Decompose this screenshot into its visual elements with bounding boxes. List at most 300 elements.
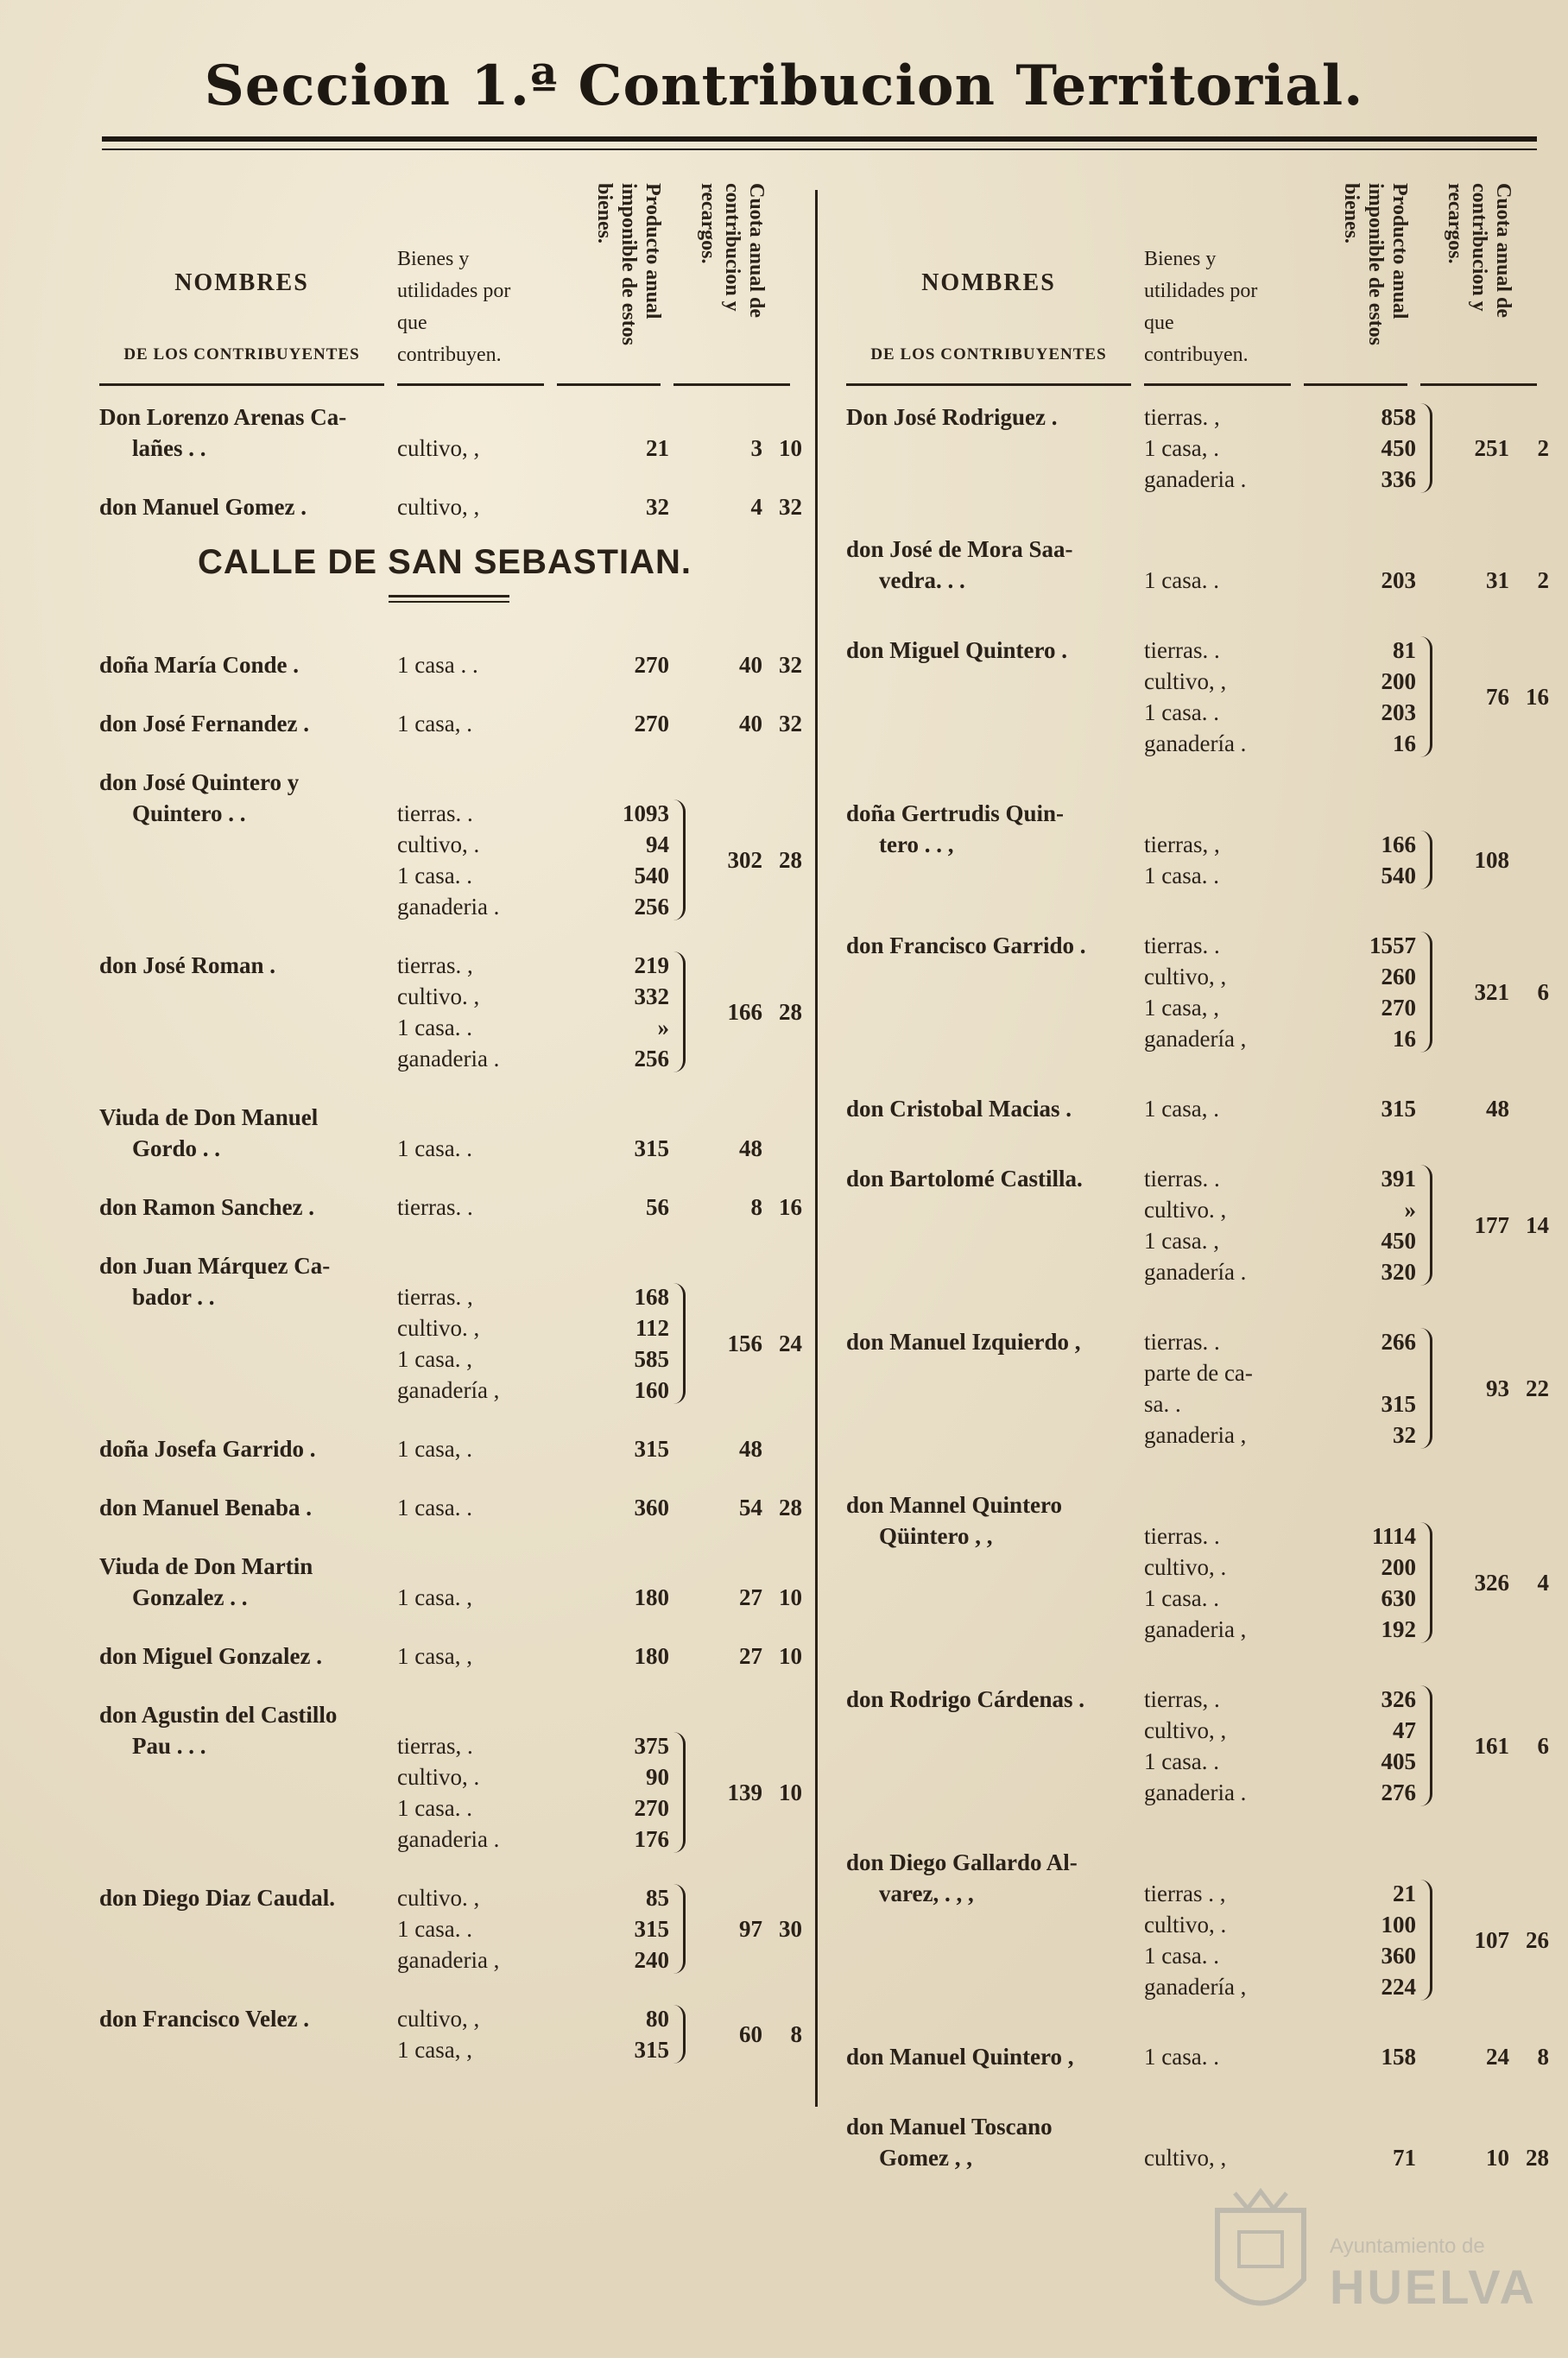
asset-product: 203 (1381, 699, 1416, 725)
asset-row (397, 798, 704, 829)
contributor-name (846, 1093, 1140, 1124)
asset-row (1144, 1614, 1451, 1645)
asset-product: 391 (1381, 1166, 1416, 1192)
asset-row (1144, 728, 1451, 759)
asset-row (1144, 1971, 1451, 2002)
asset-product: 315 (634, 1916, 669, 1942)
name-line: don Manuel Izquierdo , (846, 1329, 1081, 1355)
asset-product: 81 (1393, 637, 1416, 663)
asset-list (397, 2003, 704, 2065)
name-line: don José de Mora Saa- (846, 536, 1073, 562)
quota-reales: 48 (739, 1436, 762, 1462)
asset-type: cultivo, . (1144, 1912, 1227, 1938)
title-rule (102, 136, 1537, 142)
asset-row (1144, 1909, 1451, 1940)
header-underline (1420, 383, 1537, 386)
asset-type: 1 casa. , (397, 1584, 472, 1610)
title-rule-thin (102, 149, 1537, 150)
name-line: don Diego Diaz Caudal. (99, 1885, 336, 1911)
asset-row (397, 1882, 704, 1913)
asset-product: 203 (1381, 567, 1416, 593)
asset-row (397, 1043, 704, 1074)
asset-list (1144, 565, 1451, 596)
asset-row (1144, 1552, 1451, 1583)
asset-row (1144, 1093, 1451, 1124)
asset-product: 336 (1381, 466, 1416, 492)
asset-row (1144, 1583, 1451, 1614)
asset-row (1144, 930, 1451, 961)
quota-reales: 48 (739, 1135, 762, 1161)
asset-list (397, 1582, 704, 1613)
quota-maravedis: 10 (779, 435, 802, 461)
asset-type: 1 casa, . (397, 711, 472, 736)
asset-row (1144, 1023, 1451, 1054)
contributor-name (99, 1551, 393, 1613)
asset-product: 270 (1381, 995, 1416, 1021)
quota-maravedis: 32 (779, 652, 802, 678)
name-line: don Miguel Quintero . (846, 637, 1068, 663)
asset-row (1144, 1684, 1451, 1715)
contributor-name (846, 635, 1140, 666)
quota-maravedis: 24 (779, 1331, 802, 1356)
quota-reales: 156 (727, 1331, 762, 1356)
asset-list (1144, 2041, 1451, 2072)
asset-type: 1 casa . . (397, 652, 478, 678)
quota-reales: 326 (1474, 1570, 1509, 1596)
asset-product: 315 (1381, 1391, 1416, 1417)
asset-row (397, 891, 704, 922)
name-line: don Manuel Gomez . (99, 494, 307, 520)
quota-maravedis: 2 (1537, 567, 1549, 593)
asset-row (1144, 1225, 1451, 1256)
asset-row (397, 1281, 704, 1312)
contributor-name (99, 1882, 393, 1913)
asset-product: 21 (1393, 1881, 1416, 1906)
name-line: Qüintero , , (879, 1523, 993, 1549)
brace-mark (1418, 403, 1432, 493)
name-line: don José Quintero y (99, 769, 300, 795)
quota-maravedis: 4 (1537, 1570, 1549, 1596)
asset-product: 332 (634, 983, 669, 1009)
asset-row (397, 1012, 704, 1043)
asset-type: 1 casa, , (397, 1643, 472, 1669)
asset-type: cultivo, , (397, 435, 480, 461)
asset-row (1144, 464, 1451, 495)
asset-product: 166 (1381, 831, 1416, 857)
asset-type: 1 casa. . (1144, 863, 1219, 888)
quota-maravedis: 32 (779, 494, 802, 520)
quota-maravedis: 8 (1537, 2044, 1549, 2070)
asset-row (397, 1792, 704, 1824)
name-line: don Juan Márquez Ca- (99, 1253, 331, 1279)
quota-maravedis: 22 (1526, 1375, 1549, 1401)
asset-product: 94 (646, 831, 669, 857)
asset-product: 360 (634, 1495, 669, 1520)
quota-maravedis: 26 (1526, 1927, 1549, 1953)
brace-mark (1418, 636, 1432, 757)
asset-type: 1 casa. . (1144, 1585, 1219, 1611)
brace-mark (1418, 1522, 1432, 1643)
asset-type: cultivo, , (397, 2006, 480, 2032)
asset-product: 1093 (623, 800, 669, 826)
asset-row (1144, 1715, 1451, 1746)
asset-product: 315 (1381, 1096, 1416, 1122)
street-heading: CALLE DE SAN SEBASTIAN. (198, 543, 692, 581)
brace-mark (1418, 1165, 1432, 1286)
asset-product: 176 (634, 1826, 669, 1852)
asset-row (1144, 2142, 1451, 2173)
quota-reales: 166 (727, 999, 762, 1025)
asset-type: ganaderia . (1144, 466, 1247, 492)
asset-type: cultivo, , (1144, 668, 1227, 694)
asset-type: 1 casa, . (397, 1436, 472, 1462)
asset-list (1144, 1093, 1451, 1124)
brace-mark (671, 951, 686, 1072)
asset-product: 270 (634, 711, 669, 736)
asset-type: tierras. . (397, 800, 473, 826)
asset-type: cultivo. , (1144, 1197, 1227, 1223)
name-line: don José Fernandez . (99, 711, 309, 736)
asset-type: cultivo, , (1144, 1717, 1227, 1743)
asset-type: ganadería , (1144, 1974, 1247, 2000)
asset-product: 200 (1381, 668, 1416, 694)
asset-product: 100 (1381, 1912, 1416, 1938)
asset-list (397, 708, 704, 739)
asset-product: 56 (646, 1194, 669, 1220)
header-underline (673, 383, 790, 386)
quota-reales: 108 (1474, 847, 1509, 873)
asset-type: tierras. . (397, 1194, 473, 1220)
header-bienes: Bienes y utilidades por que contribuyen. (397, 248, 511, 366)
column-divider (815, 190, 818, 2107)
name-line: don Francisco Velez . (99, 2006, 309, 2032)
contributor-name (99, 2003, 393, 2034)
asset-type: cultivo. , (397, 983, 480, 1009)
asset-type: tierras. . (1144, 1523, 1220, 1549)
asset-list (1144, 1520, 1451, 1645)
name-line: Gordo . . (132, 1135, 221, 1161)
asset-row (397, 649, 704, 680)
quota-reales: 8 (750, 1194, 762, 1220)
asset-row (397, 860, 704, 891)
asset-row (397, 1730, 704, 1761)
name-line: don Miguel Gonzalez . (99, 1643, 322, 1669)
header-cuota: Cuota anual de contribucion y recargos. (1444, 183, 1514, 319)
asset-list (397, 1640, 704, 1672)
asset-row (397, 1343, 704, 1375)
contributor-name (99, 1433, 393, 1464)
asset-product: 158 (1381, 2044, 1416, 2070)
asset-row (397, 433, 704, 464)
quota-maravedis: 14 (1526, 1212, 1549, 1238)
asset-type: tierras, . (1144, 1686, 1220, 1712)
asset-product: 315 (634, 2037, 669, 2063)
asset-list (1144, 829, 1451, 891)
asset-type: 1 casa. . (397, 1916, 472, 1942)
asset-list (397, 1133, 704, 1164)
name-line: lañes . . (132, 435, 206, 461)
asset-type: cultivo, . (397, 831, 480, 857)
asset-row (1144, 961, 1451, 992)
asset-product: 256 (634, 1046, 669, 1072)
asset-row (397, 1492, 704, 1523)
header-nombres-sub: DE LOS CONTRIBUYENTES (870, 345, 1107, 363)
name-line: Don José Rodriguez . (846, 404, 1058, 430)
contributor-name (99, 1699, 393, 1761)
quota-maravedis: 28 (779, 1495, 802, 1520)
page-title: Seccion 1.ª Contribucion Territorial. (204, 54, 1364, 118)
asset-type: ganadería , (1144, 1026, 1247, 1052)
asset-type: cultivo. , (397, 1315, 480, 1341)
asset-type: tierras. , (1144, 404, 1220, 430)
asset-product: 16 (1393, 730, 1416, 756)
name-line: tero . . , (879, 831, 954, 857)
asset-list (1144, 1163, 1451, 1287)
asset-row (397, 981, 704, 1012)
asset-product: 540 (634, 863, 669, 888)
quota-reales: 40 (739, 652, 762, 678)
asset-row (397, 1433, 704, 1464)
asset-type: tierras. . (1144, 637, 1220, 663)
asset-product: 858 (1381, 404, 1416, 430)
contributor-name (846, 1847, 1140, 1909)
quota-reales: 10 (1486, 2145, 1509, 2171)
asset-product: 326 (1381, 1686, 1416, 1712)
name-line: varez, . , , (879, 1881, 974, 1906)
asset-type: 1 casa. . (397, 1015, 472, 1040)
quota-reales: 24 (1486, 2044, 1509, 2070)
asset-type: 1 casa, , (397, 2037, 472, 2063)
quota-reales: 177 (1474, 1212, 1509, 1238)
asset-row (1144, 2041, 1451, 2072)
header-underline (1144, 383, 1291, 386)
asset-type: cultivo. , (397, 1885, 480, 1911)
asset-list (397, 1730, 704, 1855)
asset-product: 260 (1381, 964, 1416, 989)
contributor-name (99, 1102, 393, 1164)
asset-row (1144, 1520, 1451, 1552)
asset-row (397, 491, 704, 522)
asset-type: ganaderia , (1144, 1422, 1247, 1448)
asset-type: ganaderia , (397, 1947, 500, 1973)
asset-type: cultivo, , (397, 494, 480, 520)
asset-type: tierras. . (1144, 1166, 1220, 1192)
brace-mark (1418, 932, 1432, 1053)
quota-reales: 302 (727, 847, 762, 873)
quota-maravedis: 6 (1537, 1733, 1549, 1759)
asset-type: cultivo, , (1144, 2145, 1227, 2171)
brace-mark (671, 1283, 686, 1404)
contributor-name (99, 491, 393, 522)
watermark-logo (1209, 2184, 1537, 2340)
asset-product: 71 (1393, 2145, 1416, 2171)
name-line: bador . . (132, 1284, 215, 1310)
asset-list (1144, 1684, 1451, 1808)
asset-type: parte de ca- (1144, 1360, 1253, 1386)
asset-product: 405 (1381, 1748, 1416, 1774)
asset-product: 320 (1381, 1259, 1416, 1285)
quota-reales: 321 (1474, 979, 1509, 1005)
asset-row (1144, 992, 1451, 1023)
contributor-name (99, 1250, 393, 1312)
asset-product: 168 (634, 1284, 669, 1310)
quota-maravedis: 32 (779, 711, 802, 736)
header-bienes: Bienes y utilidades por que contribuyen. (1144, 248, 1258, 366)
asset-type: tierras . , (1144, 1881, 1226, 1906)
name-line: Gomez , , (879, 2145, 972, 2171)
header-underline (557, 383, 661, 386)
asset-product: 90 (646, 1764, 669, 1790)
asset-type: 1 casa, . (1144, 435, 1219, 461)
contributor-name (99, 767, 393, 829)
quota-maravedis: 10 (779, 1584, 802, 1610)
brace-mark (671, 2005, 686, 2064)
name-line: Viuda de Don Martin (99, 1553, 313, 1579)
asset-row (1144, 1940, 1451, 1971)
quota-reales: 27 (739, 1584, 762, 1610)
asset-product: 585 (634, 1346, 669, 1372)
asset-type: ganaderia . (1144, 1780, 1247, 1805)
quota-reales: 27 (739, 1643, 762, 1669)
header-underline (846, 383, 1131, 386)
asset-list (1144, 635, 1451, 759)
asset-type: cultivo, , (1144, 964, 1227, 989)
contributor-name (846, 1489, 1140, 1552)
asset-type: ganadería , (397, 1377, 500, 1403)
contributor-name (99, 1192, 393, 1223)
asset-row (1144, 433, 1451, 464)
quota-maravedis: 16 (779, 1194, 802, 1220)
asset-row (397, 1582, 704, 1613)
asset-product: 200 (1381, 1554, 1416, 1580)
brace-mark (1418, 1880, 1432, 2001)
name-line: don Mannel Quintero (846, 1492, 1063, 1518)
contributor-name (846, 1163, 1140, 1194)
name-line: Gonzalez . . (132, 1584, 248, 1610)
asset-list (397, 1492, 704, 1523)
asset-row (397, 1312, 704, 1343)
watermark-line1: Ayuntamiento de (1330, 2235, 1485, 2258)
quota-reales: 107 (1474, 1927, 1509, 1953)
asset-type: ganadería . (1144, 1259, 1247, 1285)
asset-row (397, 708, 704, 739)
asset-type: 1 casa. . (1144, 567, 1219, 593)
asset-row (1144, 1388, 1451, 1419)
brace-mark (1418, 831, 1432, 889)
asset-product: 360 (1381, 1943, 1416, 1969)
asset-row (397, 1944, 704, 1976)
quota-maravedis: 28 (779, 847, 802, 873)
asset-type: ganaderia . (397, 1826, 500, 1852)
quota-reales: 139 (727, 1780, 762, 1805)
asset-type: 1 casa. . (1144, 1943, 1219, 1969)
asset-type: ganaderia . (397, 894, 500, 920)
name-line: don Manuel Benaba . (99, 1495, 313, 1520)
name-line: doña Gertrudis Quin- (846, 800, 1065, 826)
asset-product: 630 (1381, 1585, 1416, 1611)
header-underline (397, 383, 544, 386)
left-header (99, 173, 790, 389)
asset-type: 1 casa. . (397, 863, 472, 888)
asset-list (1144, 401, 1451, 495)
asset-row (1144, 1256, 1451, 1287)
asset-type: cultivo, . (397, 1764, 480, 1790)
name-line: don Manuel Quintero , (846, 2044, 1074, 2070)
asset-type: ganaderia , (1144, 1616, 1247, 1642)
header-nombres: NOMBRES (921, 269, 1056, 296)
asset-row (1144, 1163, 1451, 1194)
header-underline (1304, 383, 1407, 386)
asset-type: tierras, , (1144, 831, 1220, 857)
asset-row (397, 950, 704, 981)
asset-type: 1 casa. , (1144, 1228, 1219, 1254)
name-line: vedra. . . (879, 567, 965, 593)
asset-row (1144, 1777, 1451, 1808)
asset-product: 375 (634, 1733, 669, 1759)
asset-list (397, 798, 704, 922)
asset-row (1144, 1357, 1451, 1388)
asset-row (1144, 829, 1451, 860)
asset-product: » (1404, 1197, 1416, 1223)
asset-type: cultivo, . (1144, 1554, 1227, 1580)
quota-reales: 251 (1474, 435, 1509, 461)
header-producto: Producto anual imponible de estos bienes. (1340, 183, 1411, 346)
asset-row (397, 1824, 704, 1855)
contributor-name (846, 930, 1140, 961)
name-line: don Manuel Toscano (846, 2114, 1053, 2140)
asset-row (1144, 565, 1451, 596)
asset-product: 21 (646, 435, 669, 461)
name-line: Viuda de Don Manuel (99, 1104, 319, 1130)
asset-list (1144, 930, 1451, 1054)
asset-row (397, 1375, 704, 1406)
brace-mark (671, 1732, 686, 1853)
header-producto: Producto anual imponible de estos bienes. (593, 183, 664, 346)
asset-type: 1 casa. . (397, 1135, 472, 1161)
contributor-name (99, 708, 393, 739)
asset-row (1144, 1746, 1451, 1777)
contributor-name (846, 798, 1140, 860)
asset-row (397, 829, 704, 860)
asset-row (397, 1133, 704, 1164)
contributor-name (99, 950, 393, 981)
contributor-name (99, 401, 393, 464)
asset-type: 1 casa. . (397, 1495, 472, 1520)
asset-list (397, 491, 704, 522)
asset-product: 180 (634, 1584, 669, 1610)
asset-list (397, 1192, 704, 1223)
asset-list (397, 950, 704, 1074)
asset-product: 315 (634, 1135, 669, 1161)
asset-product: 1114 (1371, 1523, 1416, 1549)
asset-row (1144, 666, 1451, 697)
street-rule (389, 595, 509, 603)
name-line: Pau . . . (132, 1733, 206, 1759)
name-line: don Rodrigo Cárdenas . (846, 1686, 1085, 1712)
name-line: doña María Conde . (99, 652, 300, 678)
asset-product: 224 (1381, 1974, 1416, 2000)
asset-product: 1557 (1369, 932, 1416, 958)
brace-mark (1418, 1685, 1432, 1806)
quota-reales: 54 (739, 1495, 762, 1520)
quota-reales: 40 (739, 711, 762, 736)
quota-maravedis: 30 (779, 1916, 802, 1942)
shield-icon (1209, 2184, 1312, 2331)
asset-type: tierras, . (397, 1733, 473, 1759)
quota-reales: 93 (1486, 1375, 1509, 1401)
brace-mark (1418, 1328, 1432, 1449)
asset-product: 47 (1393, 1717, 1416, 1743)
